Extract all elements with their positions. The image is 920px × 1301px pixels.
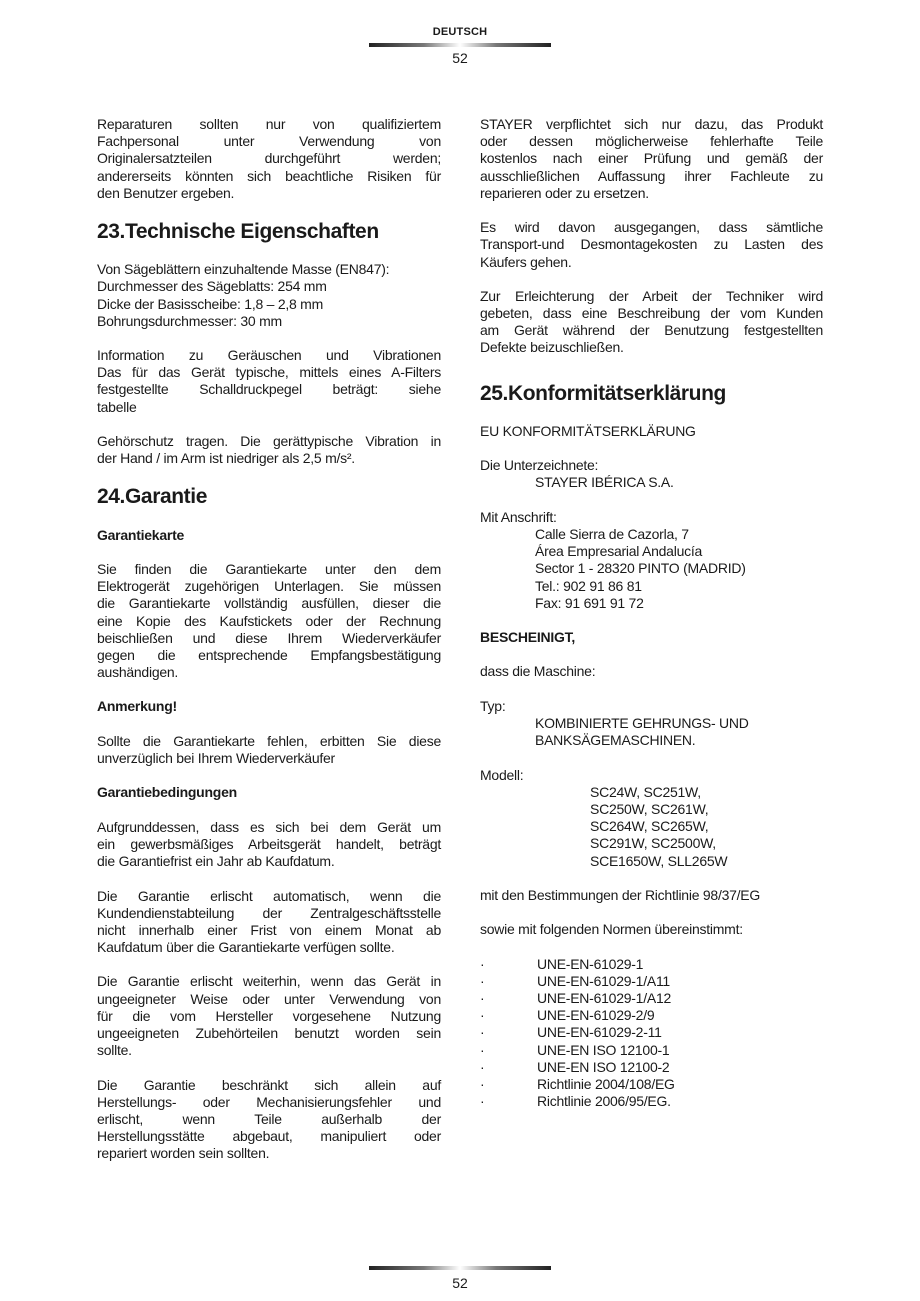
paragraph <box>97 733 441 767</box>
text-line: die Garantiekarte vollständig ausfüllen, dieser die <box>97 595 441 612</box>
text-line: Herstellungs- oder Mechanisierungsfehler und <box>97 1093 441 1110</box>
text-line: Käufers gehen. <box>480 253 572 270</box>
subheading <box>97 784 441 801</box>
text-line: den Benutzer ergeben. <box>97 184 235 201</box>
list-item <box>480 1007 823 1024</box>
text-line: ungeeigneter Weise oder unter Verwendung von <box>97 990 441 1007</box>
bullet: · <box>480 972 485 989</box>
list-item-text: UNE-EN-61029-1/A12 <box>537 990 672 1006</box>
text-line: unverzüglich bei Ihrem Wiederverkäufer <box>97 750 335 766</box>
paragraph <box>480 698 823 750</box>
text-line: nicht innerhalb einer Frist von einem Monat ab <box>97 921 441 938</box>
text-line: 23.Technische Eigenschaften <box>97 219 379 243</box>
text-line: BESCHEINIGT, <box>480 629 576 646</box>
text-line: Zur Erleichterung der Arbeit der Techniker wird <box>480 287 823 304</box>
list-item <box>480 990 823 1007</box>
text-line: Das für das Gerät typische, mittels eines A-Filters <box>97 364 441 381</box>
text-line: Kaufdatum über die Garantiekarte verfügen sollte. <box>97 939 395 956</box>
list-item <box>480 1093 823 1110</box>
text-line: oder dessen möglicherweise fehlerhafte Teile <box>480 133 823 150</box>
paragraph <box>97 888 441 957</box>
text-line: dass die Maschine: <box>480 663 596 680</box>
text-line: Die Garantie erlischt weiterhin, wenn das Gerät in <box>97 973 441 990</box>
text-line: andererseits könnten sich beachtliche Risiken für <box>97 167 441 184</box>
list-item <box>480 956 823 973</box>
paragraph <box>97 116 441 202</box>
text-line: Defekte beizuschließen. <box>480 339 624 356</box>
bullet: · <box>480 1093 485 1110</box>
text-line: Reparaturen sollten nur von qualifiziertem <box>97 116 441 132</box>
footer-page-number: 52 <box>452 1275 468 1291</box>
text-line: Elektrogerät zugehörigen Unterlagen. Sie müssen <box>97 578 441 595</box>
header-page-number: 52 <box>452 50 468 66</box>
text-line: sowie mit folgenden Normen übereinstimmt: <box>480 921 743 938</box>
text-line: SCE1650W, SLL265W <box>590 852 728 869</box>
text-line: BANKSÄGEMASCHINEN. <box>535 732 696 749</box>
paragraph <box>480 663 823 680</box>
standards-list <box>480 956 823 1111</box>
header-divider <box>369 43 551 47</box>
text-line: Área Empresarial Andalucía <box>535 543 703 560</box>
bullet: · <box>480 1007 485 1024</box>
text-line: Modell: <box>480 766 524 783</box>
list-item <box>480 973 823 990</box>
text-line: repariert worden sein sollten. <box>97 1145 270 1162</box>
text-line: der Hand / im Arm ist niedriger als 2,5 m/s². <box>97 450 355 467</box>
text-line: gegen die entsprechende Empfangsbestätigung <box>97 646 441 663</box>
text-line: Dicke der Basisscheibe: 1,8 – 2,8 mm <box>97 295 323 312</box>
list-item <box>480 1076 823 1093</box>
text-line: SC250W, SC261W, <box>590 800 709 817</box>
text-line: ein gewerbsmäßiges Arbeitsgerät handelt, beträgt <box>97 835 441 852</box>
paragraph <box>480 288 823 357</box>
text-line: aushändigen. <box>97 664 179 681</box>
text-line: Garantiebedingungen <box>97 784 237 801</box>
list-item-text: UNE-EN ISO 12100-2 <box>537 1058 670 1075</box>
text-line: Die Garantie erlischt automatisch, wenn die <box>97 887 441 904</box>
text-line: Die Garantie beschränkt sich allein auf <box>97 1076 441 1093</box>
subheading <box>97 527 441 544</box>
bullet: · <box>480 1075 485 1092</box>
text-line: Von Sägeblättern einzuhaltende Masse (EN847): <box>97 261 390 278</box>
text-line: Anmerkung! <box>97 698 177 715</box>
paragraph <box>97 347 441 416</box>
section-heading <box>97 485 441 509</box>
text-line: festgestellte Schalldruckpegel beträgt: siehe <box>97 381 441 398</box>
text-line: Es wird davon ausgegangen, dass sämtliche <box>480 219 823 236</box>
text-line: Originalersatzteilen durchgeführt werden; <box>97 150 441 167</box>
text-line: Transport-und Desmontagekosten zu Lasten des <box>480 236 823 253</box>
text-line: mit den Bestimmungen der Richtlinie 98/37/EG <box>480 886 761 903</box>
footer-divider <box>369 1266 551 1270</box>
list-item-text: UNE-EN-61029-1/A11 <box>537 972 670 989</box>
subheading <box>480 629 823 646</box>
text-line: Sollte die Garantiekarte fehlen, erbitten Sie diese <box>97 732 441 749</box>
text-line: SC291W, SC2500W, <box>590 835 716 852</box>
list-item-text: UNE-EN-61029-2-11 <box>537 1024 662 1041</box>
paragraph <box>480 457 823 491</box>
list-item <box>480 1024 823 1041</box>
list-item <box>480 1042 823 1059</box>
text-line: SC24W, SC251W, <box>590 783 701 800</box>
section-heading <box>97 220 441 244</box>
left-column <box>97 116 441 1180</box>
paragraph <box>480 116 823 202</box>
text-line: Tel.: 902 91 86 81 <box>535 577 642 594</box>
text-line: Bohrungsdurchmesser: 30 mm <box>97 312 282 329</box>
paragraph <box>480 423 823 440</box>
list-item <box>480 1059 823 1076</box>
bullet: · <box>480 955 485 972</box>
text-line: Mit Anschrift: <box>480 508 557 525</box>
text-line: Calle Sierra de Cazorla, 7 <box>535 525 689 542</box>
text-line: beischließen und diese Ihrem Wiederverkäufer <box>97 629 441 646</box>
paragraph <box>480 921 823 938</box>
text-line: STAYER verpflichtet sich nur dazu, das Produkt <box>480 116 823 132</box>
text-line: sollte. <box>97 1042 132 1059</box>
bullet: · <box>480 1041 485 1058</box>
paragraph <box>97 1077 441 1163</box>
text-line: ungeeigneten Zubehörteilen benutzt worden sein <box>97 1025 441 1041</box>
paragraph <box>97 561 441 681</box>
text-line: 25.Konformitätserklärung <box>480 381 726 405</box>
text-line: gebeten, dass eine Beschreibung der vom Kunden <box>480 305 823 322</box>
text-line: SC264W, SC265W, <box>590 818 709 835</box>
text-line: Kundendienstabteilung der Zentralgeschäftsstelle <box>97 904 441 921</box>
text-line: Typ: <box>480 697 506 714</box>
text-line: EU KONFORMITÄTSERKLÄRUNG <box>480 422 696 439</box>
text-line: Fax: 91 691 91 72 <box>535 594 644 611</box>
text-line: tabelle <box>97 398 137 415</box>
text-line: eine Kopie des Kaufstickets oder der Rechnung <box>97 612 441 629</box>
text-line: kostenlos nach einer Prüfung und gemäß der <box>480 150 823 167</box>
text-line: KOMBINIERTE GEHRUNGS- UND <box>535 715 749 731</box>
header-language: DEUTSCH <box>432 26 488 38</box>
text-line: 24.Garantie <box>97 485 207 509</box>
text-line: reparieren oder zu ersetzen. <box>480 184 649 201</box>
text-line: für die vom Hersteller vorgesehene Nutzung <box>97 1007 441 1024</box>
list-item-text: UNE-EN-61029-2/9 <box>537 1007 655 1024</box>
list-item-text: Richtlinie 2004/108/EG <box>537 1075 675 1092</box>
list-item-text: Richtlinie 2006/95/EG. <box>537 1093 671 1110</box>
paragraph <box>97 973 441 1059</box>
paragraph <box>480 767 823 870</box>
list-item-text: UNE-EN ISO 12100-1 <box>537 1041 670 1058</box>
text-line: Garantiekarte <box>97 526 185 543</box>
text-line: STAYER IBÉRICA S.A. <box>535 474 674 491</box>
list-item-text: UNE-EN-61029-1 <box>537 955 644 972</box>
text-line: Herstellungsstätte abgebaut, manipuliert oder <box>97 1128 441 1145</box>
text-line: Fachpersonal unter Verwendung von <box>97 133 441 150</box>
right-column <box>480 116 823 1128</box>
paragraph <box>97 819 441 871</box>
text-line: Information zu Geräuschen und Vibrationen <box>97 347 441 364</box>
text-line: Aufgrunddessen, dass es sich bei dem Gerät um <box>97 818 441 835</box>
bullet: · <box>480 990 485 1006</box>
text-line: Sector 1 - 28320 PINTO (MADRID) <box>535 560 746 577</box>
text-line: ausschließlichen Auffassung ihrer Fachleute zu <box>480 167 823 184</box>
bullet: · <box>480 1024 485 1041</box>
bullet: · <box>480 1058 485 1075</box>
text-line: Die Unterzeichnete: <box>480 457 599 474</box>
text-line: erlischt, wenn Teile außerhalb der <box>97 1110 441 1127</box>
paragraph <box>480 509 823 612</box>
paragraph <box>480 219 823 271</box>
paragraph <box>97 261 441 330</box>
paragraph <box>97 433 441 467</box>
paragraph <box>480 887 823 904</box>
section-heading <box>480 382 823 406</box>
text-line: Gehörschutz tragen. Die gerättypische Vibration in <box>97 433 441 449</box>
text-line: Durchmesser des Sägeblatts: 254 mm <box>97 278 327 295</box>
text-line: die Garantiefrist ein Jahr ab Kaufdatum. <box>97 853 335 870</box>
text-line: am Gerät während der Benutzung festgestellten <box>480 322 823 339</box>
text-line: Sie finden die Garantiekarte unter den dem <box>97 560 441 577</box>
subheading <box>97 698 441 715</box>
